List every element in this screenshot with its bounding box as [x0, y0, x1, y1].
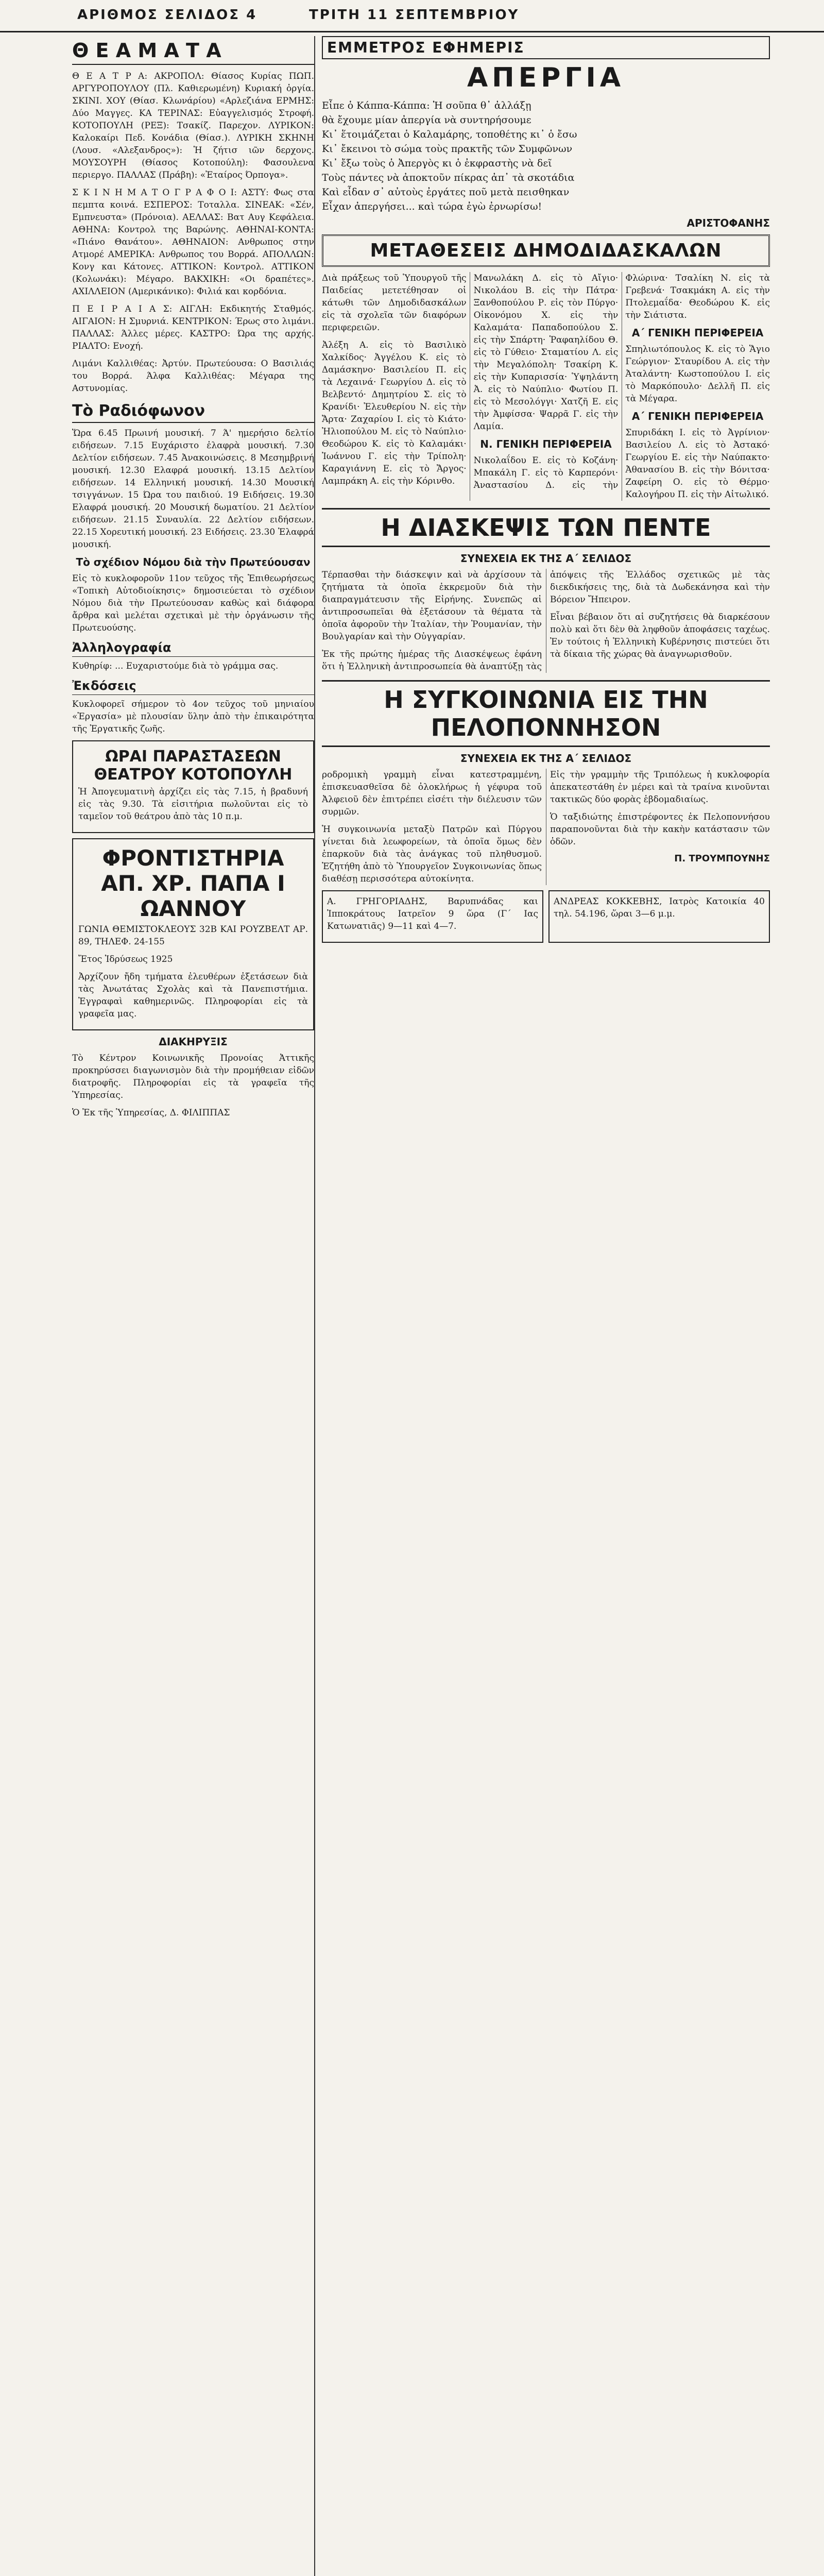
ores-para: Ἡ Ἀπογευματινὴ ἀρχίζει εἰς τὰς 7.15, ἡ βραδυνή εἰς τὰς 9.30. Τὰ εἰσιτήρια πωλοῦνται εἰς τὸ ταμεῖον τοῦ θεάτρου ἀπὸ τὰς 10 π.μ. [78, 787, 308, 822]
allilo-heading: Ἀλληλογραφία [72, 640, 314, 657]
ekdoseis-para: Κυκλοφορεῖ σήμερον τὸ 4ον τεῦχος τοῦ μηνιαίου «Ἐργασία» μὲ πλουσίαν ὕλην ἀπὸ τὴν ἐπικαιρότητα τῆς Ἐργατικῆς ζωῆς. [72, 699, 314, 734]
frontistirio-heading: ΦΡΟΝΤΙΣΤΗΡΙΑ ΑΠ. ΧΡ. ΠΑΠΑ Ι ΩΑΝΝΟΥ [101, 845, 285, 921]
frontistirio-year: Ἔτος Ἱδρύσεως 1925 [78, 954, 173, 964]
theamata-para-1: Θ Ε Α Τ Ρ Α: ΑΚΡΟΠΟΛ: Θίασος Κυρίας ΠΩΠ. ΑΡΓΥΡΟΠΟΥΛΟΥ (Πλ. Καθιερωμένη) Κυριακή ὀργία. ΣΚΙΝΙ. ΧΟΥ (Θίασ. Κλωνάρίου) «Αρλεζιάνα ΕΡΜΗΣ: Δύο Μαγγες. ΚΑ ΤΕΡΙΝΑΣ: Εὐαγγελισμός Στροφή. ΚΟΤΟΠΟΥΛΗ (ΡΕΞ): Τσακίζ. Παρεχον. ΛΥΡΙΚΟΝ: Καλοκαίρι Πεδ. Κονάδια (Θίασ.). ΛΥΡΙΚΗ ΣΚΗΝΗ (Λουσ. «Αλεξανδρος»): Ἡ ζήτισ ιῶν δερχονς. ΜΟΥΣΟΥΡΗ (Θίασος Κοτοπούλη): Φασουλενα περιεργο. ΠΑΛΛΑΣ (Πράβη): «Ἐταίρος Όρπογα». [72, 71, 314, 180]
metatheseis-para-3: Μανωλάκη Δ. εἰς τὸ Αἴγιο· Νικολάου Β. εἰς τὴν Πάτρα· Ξανθοπούλου Ρ. εἰς τὸν Πύργο· Οἰκονόμου Χ. εἰς τὴν Καλαμάτα· Παπαδοπούλου Σ. εἰς τὴν Σπάρτη· Ῥαφαηλίδου Θ. εἰς τὸ Γύθειο· Σταματίου Λ. εἰς τὴν Μεγαλόπολη· Τσακίρη Κ. εἰς τὴν Κυπαρισσία· Ὑψηλάντη Ἀ. εἰς τὸ Ναύπλιο· Φωτίου Π. εἰς τὸ Μεσολόγγι· Χατζῆ Ε. εἰς τὴν Ἀμφίσσα· Ψαρρᾶ Γ. εἰς τὴν Λαμία. [473, 273, 619, 432]
theamata-heading: Θ Ε Α Μ Α Τ Α [72, 39, 314, 65]
frontistirio-box [72, 838, 314, 1030]
sygkoinonia-signature: Π. ΤΡΟΥΜΠΟΥΝΗΣ [674, 853, 770, 864]
poem-line: Τοὺς πάντες νὰ ἀποκτοῦν πίκρας ἀπ᾿ τὰ σκοτάδια [322, 172, 575, 183]
metatheseis-heading: ΜΕΤΑΘΕΣΕΙΣ ΔΗΜΟΔΙΔΑΣΚΑΛΩΝ [322, 234, 770, 267]
poem-line: Εἶχαν ἀπεργήσει... καὶ τώρα ἐγὼ ἐρνωρίσω! [322, 201, 542, 212]
diaskepsis-para-2: Ἐκ τῆς πρώτης ἡμέρας τῆς Διασκέψεως ἐφάνη ὅτι ἡ Ἑλληνικὴ ἀντιπροσωπεία θὰ ἀναπτύξῃ τὰς ἀπόψεις τῆς Ἑλλάδος σχετικῶς μὲ τὰς διεκδικήσεις της, διὰ τὰ Δωδεκάνησα καὶ τὴν Βόρειον Ἤπειρον. [322, 570, 770, 672]
right-column [322, 36, 770, 2576]
metatheseis-para-2: Ἀλέξη Α. εἰς τὸ Βασιλικὸ Χαλκίδος· Ἀγγέλου Κ. εἰς τὸ Δαμάσκηνο· Βασιλείου Π. εἰς τὰ Λεχαινά· Γεωργίου Δ. εἰς τὸ Βελβεντό· Δημητρίου Σ. εἰς τὸ Κρανίδι· Ἐλευθερίου Ν. εἰς τὴν Ἄρτα· Ζαχαρίου Ι. εἰς τὸ Κιάτο· Ἠλιοπούλου Μ. εἰς τὸ Ναύπλιο· Θεοδώρου Κ. εἰς τὸ Καλαμάκι· Ἰωάννου Γ. εἰς τὴν Τρίπολη· Καραγιάννη Ε. εἰς τὸ Ἄργος· Λαμπράκη Α. εἰς τὴν Κόρινθο. [322, 340, 467, 486]
diaskepsis-heading: Η ΔΙΑΣΚΕΨΙΣ ΤΩΝ ΠΕΝΤΕ [322, 508, 770, 547]
sygkoinonia-heading: Η ΣΥΓΚΟΙΝΩΝΙΑ ΕΙΣ ΤΗΝ ΠΕΛΟΠΟΝΝΗΣΟΝ [322, 680, 770, 747]
radio-para: Ὥρα 6.45 Πρωινή μουσική. 7 Ά' ημερήσιο δελτίο ειδήσεων. 7.15 Ευχάριστο ἐλαφρὰ μουσική. 7.30 Δελτίον ειδήσεων. 7.45 Ἀνακοινώσεις. 8 Μεσημβρινή μουσική. 12.30 Ελαφρά μουσική. 13.15 Δελτίον ειδήσεων. 14 Ελληνική μουσική. 14.30 Μουσική τσιγγάνων. 15 Ώρα του παιδιού. 19 Ειδήσεις. 19.30 Ελαφρά μουσική. 20 Μουσική δωματίου. 21 Δελτίον ειδήσεων. 21.15 Συναυλία. 22 Δελτίον ειδήσεων. 22.15 Χορευτική μουσική. 23 Ειδήσεις. 23.30 Ἑλαφρά μουσική. [72, 428, 314, 550]
theamata-para-4: Λιμάνι Καλλιθέας: Ἀρτύν. Πρωτεύουσα: Ο Βασιλιάς του Βορρά. Άλφα Καλλιθέας: Μέγαρα της Αστυνομίας. [72, 359, 314, 394]
poem-section-heading: ΕΜΜΕΤΡΟΣ ΕΦΗΜΕΡΙΣ [322, 36, 770, 59]
poem-line: Κι᾿ ἔξω τοὺς ὁ Ἀπεργὸς κι ὁ ἐκφραστὴς νὰ δεῖ [322, 158, 552, 169]
theamata-para-2: Σ Κ Ι Ν Η Μ Α Τ Ο Γ Ρ Α Φ Ο Ι: ΑΣΤΥ: Φως στα πεμπτα κοινά. ΕΣΠΕΡΟΣ: Τοταλλα. ΣΙΝΕΑΚ: «Σέν, Εμπνευστα» (Πρόνοια). ΑΕΛΛΑΣ: Βατ Αυγ Κεφάλεια. ΑΘΗΝΑ: Κοντρολ της Βαρώνης. ΑΘΗΝΑΙ-ΚΟΝΤΑ: «Πιάνο Θανάτου». ΑΘΗΝΑΙΟΝ: Ανθρωπος στην Ατμορέ ΑΜΕΡΙΚΑ: Ανθρωπος του Βορρά. ΑΠΟΛΛΩΝ: Κονγ και Κάτονες. ΑΤΤΙΚΟΝ: Κοντρολ. ΑΤΤΙΚΟΝ (Κολωνάκι): Μέγαρο. ΒΑΚΧΙΚΗ: «Οι δραπέτες». ΑΧΙΛΛΕΙΟΝ (Αμερικάνικο): Φιλιά και κορδόνια. [72, 188, 314, 297]
poem-title: ΑΠΕΡΓΙΑ [467, 62, 625, 93]
classified-ads [322, 890, 770, 943]
ad-text: ΑΝΔΡΕΑΣ ΚΟΚΚΕΒΗΣ, Ιατρὸς Κατοικία 40 τηλ. 54.196, ὥραι 3—6 μ.μ. [554, 896, 765, 919]
ores-heading: ΩΡΑΙ ΠΑΡΑΣΤΑΣΕΩΝ ΘΕΑΤΡΟΥ ΚΟΤΟΠΟΥΛΗ [94, 748, 293, 784]
diaskepsis-para-3: Εἶναι βέβαιον ὅτι αἱ συζητήσεις θὰ διαρκέσουν πολὺ καὶ ὅτι δὲν θὰ ληφθοῦν ἀποφάσεις ταχέως. Ἐν τούτοις ἡ Ἑλληνικὴ Κυβέρνησις πιστεύει ὅτι τὰ δίκαια τῆς χώρας θὰ ἀναγνωρισθοῦν. [550, 612, 770, 659]
region3-heading: Α΄ ΓΕΝΙΚΗ ΠΕΡΙΦΕΡΕΙΑ [631, 410, 764, 422]
ekdoseis-heading: Ἐκδόσεις [72, 679, 314, 695]
radio-heading: Τὸ Ραδιόφωνον [72, 402, 314, 423]
poem-line: θὰ ἔχουμε μίαν ἀπεργία νὰ συντηρήσουμε [322, 114, 531, 126]
diaskepsis-body [322, 569, 770, 673]
frontistirio-address: ΓΩΝΙΑ ΘΕΜΙΣΤΟΚΛΕΟΥΣ 32Β ΚΑΙ ΡΟΥΖΒΕΛΤ ΑΡ. 89, ΤΗΛΕΦ. 24-155 [78, 924, 308, 947]
frontistirio-para: Ἀρχίζουν ἤδη τμήματα ἐλευθέρων ἐξετάσεων διὰ τὰς Ἀνωτάτας Σχολὰς καὶ τὰ Πανεπιστήμια. Ἐγγραφαὶ καθημερινῶς. Πληροφορίαι εἰς τὰ γραφεῖα μας. [78, 972, 308, 1019]
page-number: ΑΡΙΘΜΟΣ ΣΕΛΙΔΟΣ 4 [77, 7, 258, 23]
diakirixis-heading: ΔΙΑΚΗΡΥΞΙΣ [159, 1036, 228, 1048]
sygkoinonia-para-2: Ἡ συγκοινωνία μεταξὺ Πατρῶν καὶ Πύργου γίνεται διὰ λεωφορείων, τὰ ὁποῖα ὅμως δὲν ἐπαρκοῦν διὰ τὰς ἀνάγκας τοῦ πληθυσμοῦ. Ἐζητήθη ἀπὸ τὸ Ὑπουργεῖον Συγκοινωνίας ὅπως διαθέσῃ περισσότερα αὐτοκίνητα. [322, 824, 542, 884]
poem-line: Κι᾿ ἕτοιμάζεται ὁ Καλαμάρης, τοποθέτης κι᾿ ὁ ἔσω [322, 129, 577, 140]
diaskepsis-para-1: Τέρπασθαι τὴν διάσκεψιν καὶ νὰ ἀρχίσουν τὰ ζητήματα τὰ ὁποῖα ἐκκρεμοῦν διὰ τὴν διαπραγμάτευσιν τῆς Εἰρήνης. Συνεπῶς αἱ ἀντιπροσωπεῖαι θὰ ἐξετάσουν τὰ θέματα τὰ ὁποῖα ἀφοροῦν τὴν Ἰταλίαν, τὴν Ῥουμανίαν, τὴν Βουλγαρίαν καὶ τὴν Οὑγγαρίαν. [322, 570, 542, 642]
diakirixis-signature: Ὁ Ἐκ τῆς Ὑπηρεσίας, Δ. ΦΙΛΙΠΠΑΣ [72, 1108, 230, 1118]
poem-line: Εἶπε ὁ Κάππα-Κάππα: Ἡ σοῦπα θ᾿ ἀλλάξῃ [322, 100, 531, 111]
allilo-para: Κυθηρίφ: ... Ευχαριστούμε διὰ τὸ γράμμα σας. [72, 661, 279, 671]
ad-doctor-1 [322, 890, 543, 943]
sygkoinonia-para-1: ροδρομικὴ γραμμὴ εἶναι κατεστραμμένη, ἐπισκευασθεῖσα δὲ ὀλοκλήρως ἡ γέφυρα τοῦ Ἀλφειοῦ δὲν ἐπιτρέπει εἰσέτι τὴν διέλευσιν τῶν συρμῶν. [322, 770, 542, 817]
ores-box [72, 740, 314, 833]
page-header [0, 0, 824, 32]
diakirixis-para: Τὸ Κέντρον Κοινωνικῆς Προνοίας Ἀττικῆς προκηρύσσει διαγωνισμὸν διὰ τὴν προμήθειαν εἰδῶν διατροφῆς. Πληροφορίαι εἰς τὰ γραφεῖα τῆς Ὑπηρεσίας. [72, 1053, 314, 1100]
synedrio-para: Εἰς τὸ κυκλοφοροῦν 11ον τεῦχος τῆς Ἑπιθεωρήσεως «Τοπικὴ Αὐτοδιοίκησις» δημοσιεύεται τὸ σχέδιον Νόμου διὰ τὴν Πρωτεύουσαν καθὼς καὶ διάφορα ἄρθρα καὶ μελέται σχετικαὶ μὲ τὴν ὀργάνωσιν τῆς Πρωτευούσης. [72, 573, 314, 633]
poem-line: Κι᾿ ἔκεινοι τὸ σώμα τοὺς πρακτῆς τῶν Συμφῶνων [322, 143, 573, 155]
poem-author: ΑΡΙΣΤΟΦΑΝΗΣ [686, 217, 770, 229]
sygkoinonia-body [322, 769, 770, 885]
theamata-para-3: Π Ε Ι Ρ Α Ι Α Σ: ΑΙΓΛΗ: Εκδικητής Σταθμός. ΑΙΓΑΙΟΝ: Η Σμυρνιά. ΚΕΝΤΡΙΚΟΝ: Έρως στο λιμάνι. ΠΑΛΛΑΣ: Άλλες μέρες. ΚΑΣΤΡΟ: Ώρα της αρχής. ΡΙΑΛΤΟ: Ενοχή. [72, 304, 314, 351]
metatheseis-body [322, 272, 770, 501]
metatheseis-para-1: Διὰ πράξεως τοῦ Ὑπουργοῦ τῆς Παιδείας μετετέθησαν οἱ κάτωθι τῶν Δημοδιδασκάλων εἰς τὰ σχολεῖα τῶν διαφόρων περιφερειῶν. [322, 273, 467, 333]
sygkoinonia-para-3: Εἰς τὴν γραμμὴν τῆς Τριπόλεως ἡ κυκλοφορία ἀπεκατεστάθη ἐν μέρει καὶ τὰ τραίνα κινοῦνται τακτικῶς δύο φορὰς ἑβδομαδιαίως. [550, 770, 770, 805]
region2-para: Σπηλιωτόπουλος Κ. εἰς τὸ Ἅγιο Γεώργιον· Σταυρίδου Α. εἰς τὴν Ἀταλάντη· Κωστοπούλου Ι. εἰς τὸ Μαρκόπουλο· Δελλῆ Π. εἰς τὰ Μέγαρα. [625, 344, 770, 404]
ad-doctor-2 [548, 890, 770, 943]
ad-text: Α. ΓΡΗΓΟΡΙΑΔΗΣ, Βαρυπνάδας και Ἰπποκράτους Ιατρεῖον 9 ὥρα (Γ΄ Ιας Κατωνατιᾶς) 9—11 καὶ 4—7. [327, 896, 538, 931]
poem-line: Καὶ εἶδαν σ᾿ αὐτοὺς ἐργάτες ποῦ μετὰ πεισθηκαν [322, 187, 570, 198]
sygkoinonia-continuation: ΣΥΝΕΧΕΙΑ ΕΚ ΤΗΣ Α΄ ΣΕΛΙΔΟΣ [460, 752, 632, 765]
synedrio-heading: Τὸ σχέδιον Νόμου διὰ τὴν Πρωτεύουσαν [76, 556, 311, 568]
region1-heading: Ν. ΓΕΝΙΚΗ ΠΕΡΙΦΕΡΕΙΑ [480, 438, 612, 450]
date-line: ΤΡΙΤΗ 11 ΣΕΠΤΕΜΒΡΙΟΥ [309, 7, 520, 23]
left-column [72, 36, 315, 2576]
region1-para: Νικολαΐδου Ε. εἰς τὸ Κοζάνη· Μπακάλη Γ. εἰς τὸ Καρπερόνι· Ἀναστασίου Δ. εἰς τὴν Φλώρινα· Τσαλίκη Ν. εἰς τὰ Γρεβενά· Τσακμάκη Α. εἰς τὴν Πτολεμαΐδα· Θεοδώρου Κ. εἰς τὴν Σιάτιστα. [473, 273, 770, 490]
region3-para: Σπυριδάκη Ι. εἰς τὸ Ἀγρίνιον· Βασιλείου Λ. εἰς τὸ Ἀστακό· Γεωργίου Ε. εἰς τὴν Ναύπακτο· Ἀθανασίου Β. εἰς τὴν Βόνιτσα· Ζαφείρη Ο. εἰς τὸ Θέρμο· Καλογήρου Π. εἰς τὴν Αἰτωλικό. [625, 428, 770, 500]
diaskepsis-continuation: ΣΥΝΕΧΕΙΑ ΕΚ ΤΗΣ Α΄ ΣΕΛΙΔΟΣ [460, 552, 632, 565]
region2-heading: Α΄ ΓΕΝΙΚΗ ΠΕΡΙΦΕΡΕΙΑ [631, 327, 764, 339]
sygkoinonia-para-4: Ὁ ταξιδιώτης ἐπιστρέφοντες ἐκ Πελοποννήσου παραπονοῦνται διὰ τὴν κακὴν κατάστασιν τῶν ὁδῶν. [550, 812, 770, 847]
